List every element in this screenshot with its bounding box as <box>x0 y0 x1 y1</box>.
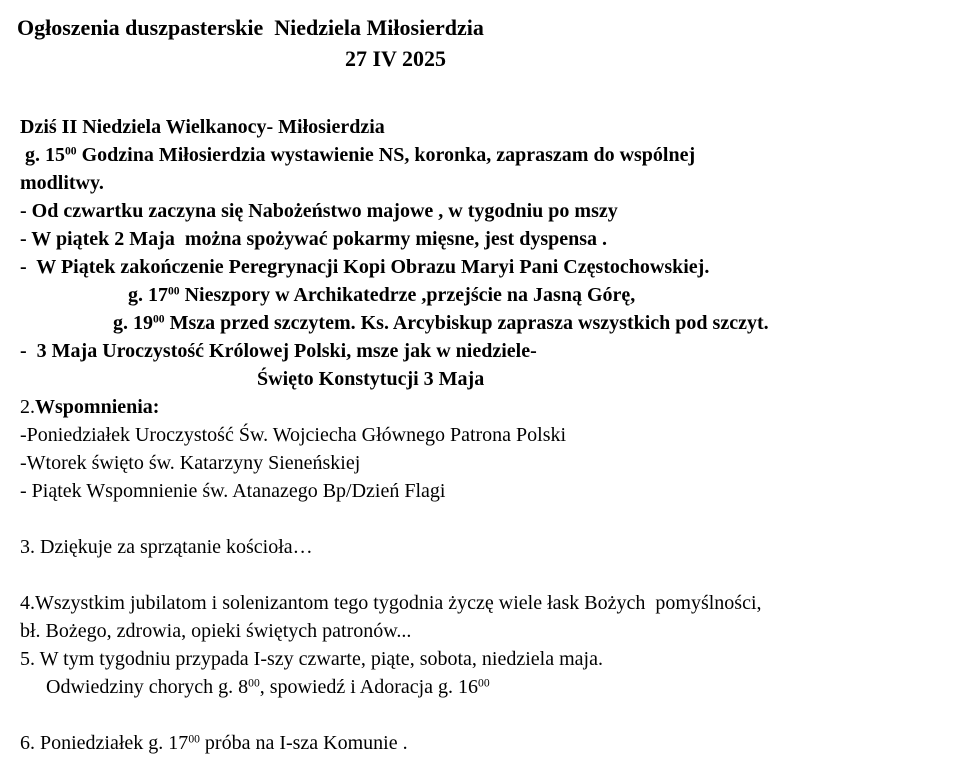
doc-line: Odwiedziny chorych g. $8^{00}$, spowiedź i Adoracja g. $16^{00}$ <box>46 676 490 698</box>
doc-line: g. $17^{00}$ Nieszpory w Archikatedrze ,przejście na Jasną Górę, <box>128 284 636 306</box>
blank-line <box>0 505 967 533</box>
doc-line: - W Piątek zakończenie Peregrynacji Kopi Obrazu Maryi Pani Częstochowskiej. <box>20 256 710 278</box>
doc-line: Dziś II Niedziela Wielkanocy- Miłosierdzia <box>20 116 385 138</box>
doc-line: 4.Wszystkim jubilatom i solenizantom tego tygodnia życzę wiele łask Bożych pomyślności, <box>20 592 762 614</box>
document-header <box>0 0 967 74</box>
doc-line: - W piątek 2 Maja można spożywać pokarmy mięsne, jest dyspensa . <box>20 228 608 250</box>
doc-line: bł. Bożego, zdrowia, opieki świętych patronów... <box>20 620 412 642</box>
announcements-body <box>0 113 967 757</box>
doc-line: 6. Poniedziałek g. $17^{00}$ próba na I-sza Komunie . <box>20 732 408 754</box>
doc-line: - Od czwartku zaczyna się Nabożeństwo majowe , w tygodniu po mszy <box>20 200 618 222</box>
doc-line: Święto Konstytucji 3 Maja <box>257 368 485 390</box>
doc-line: 2.Wspomnienia: <box>20 396 160 418</box>
blank-line <box>0 701 967 729</box>
doc-line: 3. Dziękuje za sprzątanie kościoła… <box>20 536 313 558</box>
doc-line: 5. W tym tygodniu przypada I-szy czwarte, piąte, sobota, niedziela maja. <box>20 648 603 670</box>
doc-line: -Poniedziałek Uroczystość Św. Wojciecha Głównego Patrona Polski <box>20 424 567 446</box>
doc-line: - Piątek Wspomnienie św. Atanazego Bp/Dzień Flagi <box>20 480 446 502</box>
doc-line: - 3 Maja Uroczystość Królowej Polski, msze jak w niedziele- <box>20 340 537 362</box>
doc-line: g. $19^{00}$ Msza przed szczytem. Ks. Arcybiskup zaprasza wszystkich pod szczyt. <box>113 312 769 334</box>
page-title: Ogłoszenia duszpasterskie Niedziela Miłosierdzia <box>17 15 484 40</box>
doc-line: g. $15^{00}$ Godzina Miłosierdzia wystawienie NS, koronka, zapraszam do wspólnej <box>20 144 696 166</box>
blank-line <box>0 561 967 589</box>
doc-line: modlitwy. <box>20 172 104 194</box>
doc-line: -Wtorek święto św. Katarzyny Sieneńskiej <box>20 452 361 474</box>
date-line: 27 IV 2025 <box>345 46 447 71</box>
